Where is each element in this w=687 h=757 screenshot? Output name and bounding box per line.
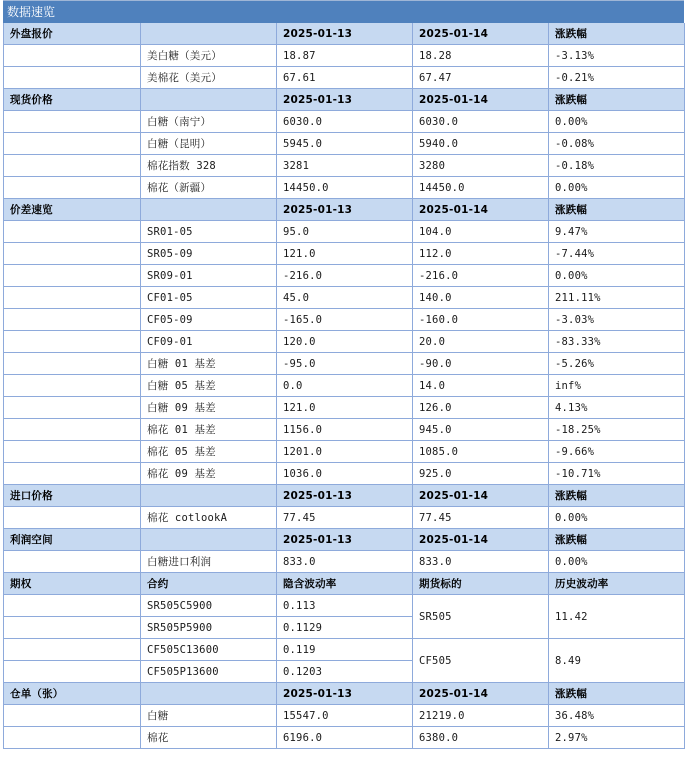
- column-header: 涨跌幅: [549, 89, 685, 111]
- section-blank-cell: [4, 639, 141, 661]
- section-blank-cell: [4, 727, 141, 749]
- option-contract: CF505P13600: [141, 661, 277, 683]
- value-day1: 0.0: [277, 375, 413, 397]
- value-day1: 77.45: [277, 507, 413, 529]
- value-day2: 945.0: [413, 419, 549, 441]
- change-pct: 36.48%: [549, 705, 685, 727]
- column-header: 涨跌幅: [549, 485, 685, 507]
- value-day1: 15547.0: [277, 705, 413, 727]
- value-day2: 14.0: [413, 375, 549, 397]
- item-name: 棉花 09 基差: [141, 463, 277, 485]
- table-row-warehouse: [4, 705, 685, 727]
- section-blank-cell: [4, 45, 141, 67]
- value-day2: 3280: [413, 155, 549, 177]
- section-blank-cell: [4, 67, 141, 89]
- change-pct: 0.00%: [549, 265, 685, 287]
- change-pct: 4.13%: [549, 397, 685, 419]
- value-day1: 1156.0: [277, 419, 413, 441]
- change-pct: 9.47%: [549, 221, 685, 243]
- section-label: 价差速览: [4, 199, 141, 221]
- column-header: 2025-01-13: [277, 199, 413, 221]
- column-header: 2025-01-14: [413, 89, 549, 111]
- section-blank-cell: [4, 661, 141, 683]
- column-header: 2025-01-13: [277, 683, 413, 705]
- column-header: [141, 23, 277, 45]
- change-pct: -83.33%: [549, 331, 685, 353]
- table-row-1: [4, 133, 685, 155]
- value-day2: 112.0: [413, 243, 549, 265]
- section-label: 期权: [4, 573, 141, 595]
- item-name: SR09-01: [141, 265, 277, 287]
- column-header: 2025-01-14: [413, 485, 549, 507]
- change-pct: 211.11%: [549, 287, 685, 309]
- change-pct: -5.26%: [549, 353, 685, 375]
- options-row: [4, 639, 685, 661]
- item-name: 白糖（昆明）: [141, 133, 277, 155]
- table-row-2: [4, 463, 685, 485]
- section-header-options: [4, 573, 685, 595]
- section-blank-cell: [4, 221, 141, 243]
- table-row-1: [4, 155, 685, 177]
- section-blank-cell: [4, 133, 141, 155]
- table-row-0: [4, 45, 685, 67]
- section-header-warehouse: [4, 683, 685, 705]
- data-table: [3, 23, 685, 749]
- change-pct: -10.71%: [549, 463, 685, 485]
- table-row-2: [4, 243, 685, 265]
- change-pct: -7.44%: [549, 243, 685, 265]
- value-day1: 1201.0: [277, 441, 413, 463]
- section-header-2: [4, 199, 685, 221]
- column-header: 涨跌幅: [549, 23, 685, 45]
- section-header-0: [4, 23, 685, 45]
- item-name: 白糖 01 基差: [141, 353, 277, 375]
- item-name: 棉花: [141, 727, 277, 749]
- table-row-1: [4, 111, 685, 133]
- table-row-2: [4, 397, 685, 419]
- section-blank-cell: [4, 331, 141, 353]
- section-blank-cell: [4, 441, 141, 463]
- value-day1: 67.61: [277, 67, 413, 89]
- column-header: 合约: [141, 573, 277, 595]
- section-header-1: [4, 89, 685, 111]
- section-blank-cell: [4, 287, 141, 309]
- value-day2: 67.47: [413, 67, 549, 89]
- section-blank-cell: [4, 551, 141, 573]
- section-blank-cell: [4, 507, 141, 529]
- table-row-1: [4, 177, 685, 199]
- column-header: 2025-01-13: [277, 89, 413, 111]
- column-header: 历史波动率: [549, 573, 685, 595]
- option-contract: CF505C13600: [141, 639, 277, 661]
- value-day2: 140.0: [413, 287, 549, 309]
- value-day2: 833.0: [413, 551, 549, 573]
- value-day1: 18.87: [277, 45, 413, 67]
- item-name: 美白糖（美元）: [141, 45, 277, 67]
- value-day1: -216.0: [277, 265, 413, 287]
- item-name: 白糖: [141, 705, 277, 727]
- section-blank-cell: [4, 155, 141, 177]
- value-day1: 5945.0: [277, 133, 413, 155]
- value-day2: -216.0: [413, 265, 549, 287]
- change-pct: 0.00%: [549, 507, 685, 529]
- implied-volatility: 0.113: [277, 595, 413, 617]
- table-row-2: [4, 265, 685, 287]
- value-day1: 121.0: [277, 397, 413, 419]
- value-day2: 6030.0: [413, 111, 549, 133]
- item-name: 棉花指数 328: [141, 155, 277, 177]
- value-day1: 1036.0: [277, 463, 413, 485]
- change-pct: -3.03%: [549, 309, 685, 331]
- value-day1: 6030.0: [277, 111, 413, 133]
- table-row-2: [4, 441, 685, 463]
- column-header: [141, 199, 277, 221]
- item-name: 棉花（新疆）: [141, 177, 277, 199]
- section-label: 仓单（张）: [4, 683, 141, 705]
- change-pct: -18.25%: [549, 419, 685, 441]
- section-label: 进口价格: [4, 485, 141, 507]
- value-day2: 925.0: [413, 463, 549, 485]
- table-row-3: [4, 507, 685, 529]
- value-day2: 6380.0: [413, 727, 549, 749]
- section-header-3: [4, 485, 685, 507]
- options-row: [4, 595, 685, 617]
- change-pct: inf%: [549, 375, 685, 397]
- column-header: 2025-01-14: [413, 23, 549, 45]
- implied-volatility: 0.1203: [277, 661, 413, 683]
- change-pct: 2.97%: [549, 727, 685, 749]
- value-day1: 3281: [277, 155, 413, 177]
- section-blank-cell: [4, 177, 141, 199]
- table-row-2: [4, 309, 685, 331]
- value-day1: 95.0: [277, 221, 413, 243]
- change-pct: -9.66%: [549, 441, 685, 463]
- column-header: 期货标的: [413, 573, 549, 595]
- table-row-warehouse: [4, 727, 685, 749]
- column-header: 涨跌幅: [549, 199, 685, 221]
- section-blank-cell: [4, 111, 141, 133]
- column-header: 2025-01-13: [277, 485, 413, 507]
- section-blank-cell: [4, 309, 141, 331]
- item-name: 白糖 09 基差: [141, 397, 277, 419]
- value-day2: 18.28: [413, 45, 549, 67]
- option-contract: SR505C5900: [141, 595, 277, 617]
- value-day2: 104.0: [413, 221, 549, 243]
- section-blank-cell: [4, 375, 141, 397]
- section-blank-cell: [4, 595, 141, 617]
- item-name: 白糖进口利润: [141, 551, 277, 573]
- item-name: 白糖 05 基差: [141, 375, 277, 397]
- change-pct: -0.21%: [549, 67, 685, 89]
- item-name: SR01-05: [141, 221, 277, 243]
- value-day2: 14450.0: [413, 177, 549, 199]
- column-header: 涨跌幅: [549, 529, 685, 551]
- change-pct: 0.00%: [549, 111, 685, 133]
- value-day1: 45.0: [277, 287, 413, 309]
- value-day1: -95.0: [277, 353, 413, 375]
- table-row-2: [4, 287, 685, 309]
- section-blank-cell: [4, 265, 141, 287]
- implied-volatility: 0.119: [277, 639, 413, 661]
- value-day1: -165.0: [277, 309, 413, 331]
- column-header: 2025-01-14: [413, 529, 549, 551]
- value-day1: 833.0: [277, 551, 413, 573]
- futures-underlying: CF505: [413, 639, 549, 683]
- value-day2: 1085.0: [413, 441, 549, 463]
- item-name: 白糖（南宁）: [141, 111, 277, 133]
- item-name: 棉花 cotlookA: [141, 507, 277, 529]
- table-row-4: [4, 551, 685, 573]
- table-row-2: [4, 419, 685, 441]
- table-row-0: [4, 67, 685, 89]
- table-row-2: [4, 353, 685, 375]
- page-title: 数据速览: [3, 0, 684, 23]
- historical-volatility: 11.42: [549, 595, 685, 639]
- item-name: SR05-09: [141, 243, 277, 265]
- column-header: 隐含波动率: [277, 573, 413, 595]
- section-label: 利润空间: [4, 529, 141, 551]
- section-blank-cell: [4, 353, 141, 375]
- change-pct: -0.08%: [549, 133, 685, 155]
- section-blank-cell: [4, 463, 141, 485]
- column-header: [141, 485, 277, 507]
- table-row-2: [4, 331, 685, 353]
- value-day1: 121.0: [277, 243, 413, 265]
- column-header: [141, 89, 277, 111]
- table-row-2: [4, 375, 685, 397]
- change-pct: 0.00%: [549, 551, 685, 573]
- item-name: CF01-05: [141, 287, 277, 309]
- column-header: 2025-01-13: [277, 529, 413, 551]
- item-name: CF05-09: [141, 309, 277, 331]
- change-pct: 0.00%: [549, 177, 685, 199]
- section-blank-cell: [4, 243, 141, 265]
- value-day1: 6196.0: [277, 727, 413, 749]
- section-header-4: [4, 529, 685, 551]
- item-name: 棉花 01 基差: [141, 419, 277, 441]
- value-day2: 5940.0: [413, 133, 549, 155]
- item-name: CF09-01: [141, 331, 277, 353]
- column-header: [141, 529, 277, 551]
- change-pct: -0.18%: [549, 155, 685, 177]
- value-day2: -90.0: [413, 353, 549, 375]
- column-header: 2025-01-14: [413, 199, 549, 221]
- column-header: 涨跌幅: [549, 683, 685, 705]
- item-name: 美棉花（美元）: [141, 67, 277, 89]
- futures-underlying: SR505: [413, 595, 549, 639]
- section-blank-cell: [4, 419, 141, 441]
- section-label: 外盘报价: [4, 23, 141, 45]
- section-blank-cell: [4, 705, 141, 727]
- value-day2: 20.0: [413, 331, 549, 353]
- implied-volatility: 0.1129: [277, 617, 413, 639]
- column-header: [141, 683, 277, 705]
- data-overview: [3, 0, 684, 749]
- option-contract: SR505P5900: [141, 617, 277, 639]
- column-header: 2025-01-13: [277, 23, 413, 45]
- table-row-2: [4, 221, 685, 243]
- value-day2: 21219.0: [413, 705, 549, 727]
- section-blank-cell: [4, 617, 141, 639]
- section-blank-cell: [4, 397, 141, 419]
- value-day1: 120.0: [277, 331, 413, 353]
- item-name: 棉花 05 基差: [141, 441, 277, 463]
- change-pct: -3.13%: [549, 45, 685, 67]
- section-label: 现货价格: [4, 89, 141, 111]
- historical-volatility: 8.49: [549, 639, 685, 683]
- value-day1: 14450.0: [277, 177, 413, 199]
- column-header: 2025-01-14: [413, 683, 549, 705]
- value-day2: -160.0: [413, 309, 549, 331]
- value-day2: 126.0: [413, 397, 549, 419]
- value-day2: 77.45: [413, 507, 549, 529]
